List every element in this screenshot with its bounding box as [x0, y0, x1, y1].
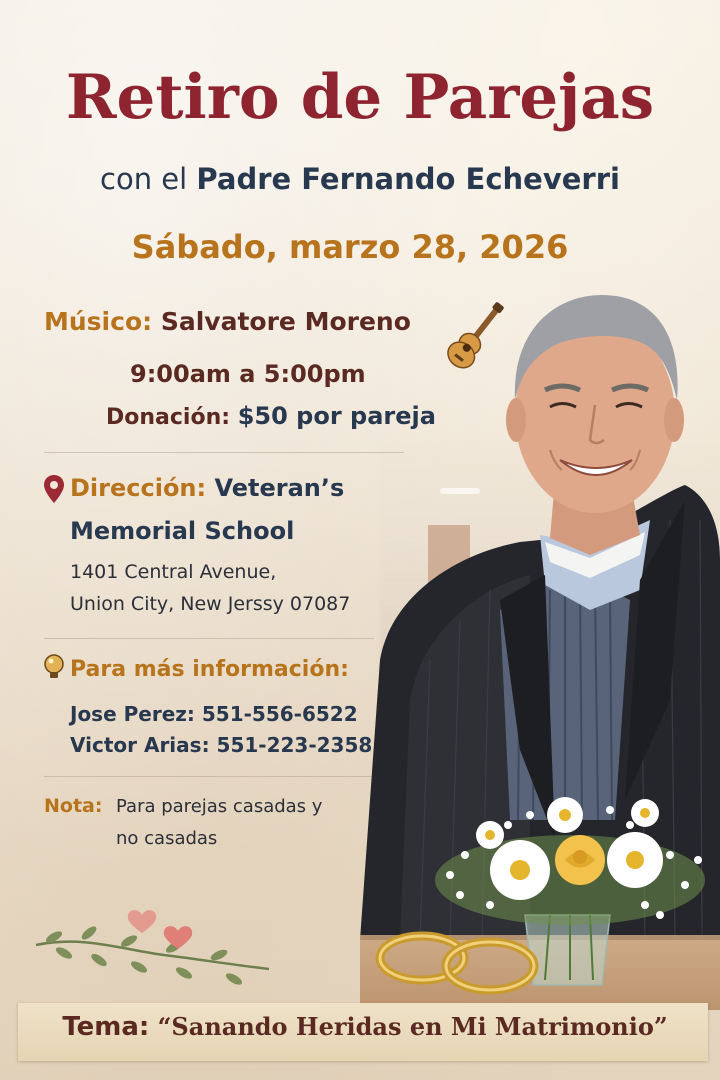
- address-heading: [70, 474, 344, 502]
- lightbulb-icon: [43, 654, 65, 682]
- priest-name: Padre Fernando Echeverri: [196, 162, 620, 196]
- subtitle: [0, 162, 720, 196]
- subtitle-prefix: con el: [100, 162, 188, 196]
- theme-label: Tema:: [62, 1012, 150, 1042]
- note-line1: Para parejas casadas y: [116, 796, 323, 817]
- poster-title: Retiro de Parejas: [65, 62, 655, 133]
- event-hours: 9:00am a 5:00pm: [130, 360, 366, 388]
- donation-label: Donación:: [106, 405, 231, 430]
- map-pin-icon: [43, 474, 65, 504]
- theme-text: “Sanando Heridas en Mi Matrimonio”: [157, 1012, 668, 1041]
- address-label: Dirección:: [70, 474, 207, 502]
- vine-hearts-decoration: [34, 905, 274, 995]
- city-address: Union City, New Jerssy 07087: [70, 593, 351, 615]
- note-line2: no casadas: [116, 828, 218, 849]
- contact-victor: Victor Arias: 551-223-2358: [70, 733, 373, 757]
- info-heading: Para más información:: [70, 657, 349, 682]
- event-date: Sábado, marzo 28, 2026: [131, 228, 569, 266]
- divider: [44, 776, 374, 777]
- venue-line2: Memorial School: [70, 517, 295, 545]
- divider: [44, 638, 374, 639]
- wedding-rings: [372, 922, 542, 1002]
- contact-jose: Jose Perez: 551-556-6522: [70, 702, 358, 726]
- venue-line1: Veteran’s: [214, 474, 345, 502]
- musician-label: Músico:: [44, 307, 153, 336]
- donation-amount: $50 por pareja: [237, 402, 436, 430]
- street-address: 1401 Central Avenue,: [70, 561, 277, 583]
- theme-line: [0, 1012, 720, 1042]
- musician-name: Salvatore Moreno: [160, 307, 411, 336]
- note-label: Nota:: [44, 795, 103, 817]
